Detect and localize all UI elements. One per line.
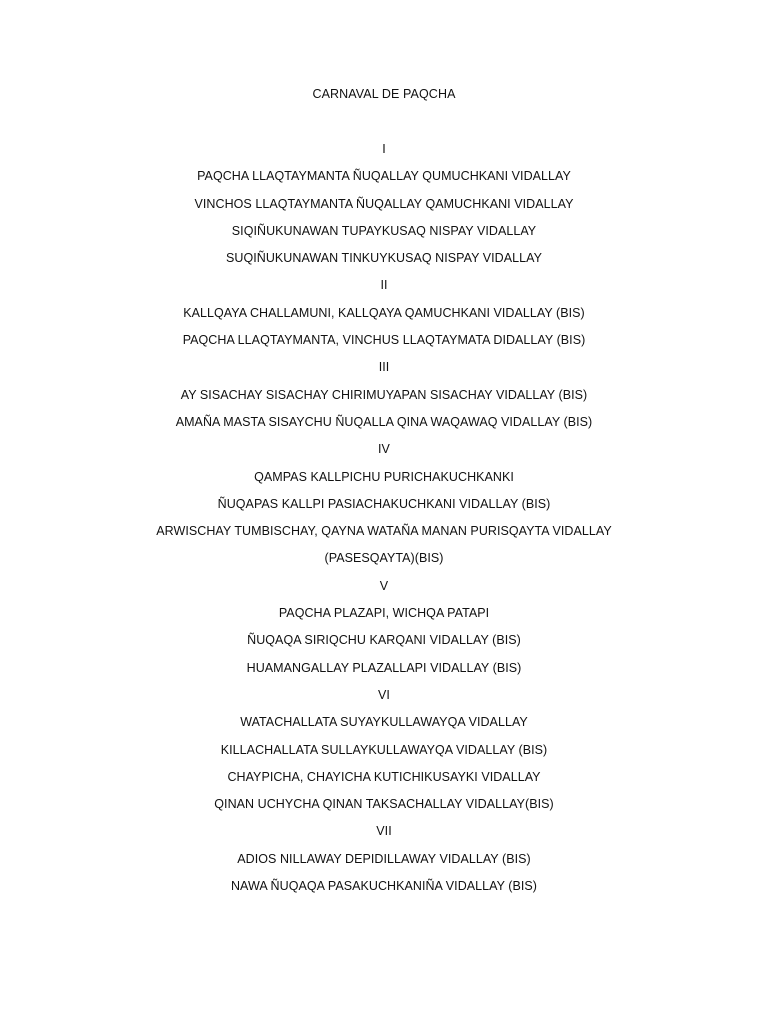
lyric-line: SUQIÑUKUNAWAN TINKUYKUSAQ NISPAY VIDALLAY — [225, 251, 542, 266]
lyric-line: QINAN UCHYCHA QINAN TAKSACHALLAY VIDALLAY(BIS) — [214, 797, 554, 812]
lyric-line: ADIOS NILLAWAY DEPIDILLAWAY VIDALLAY (BIS) — [237, 851, 531, 866]
lyric-line: AMAÑA MASTA SISAYCHU ÑUQALLA QINA WAQAWAQ VIDALLAY (BIS) — [175, 414, 593, 429]
stanza-number: V — [379, 578, 389, 593]
lyric-line: PAQCHA PLAZAPI, WICHQA PATAPI — [278, 606, 490, 621]
lyric-line: QAMPAS KALLPICHU PURICHAKUCHKANKI — [254, 469, 514, 484]
stanza-number: III — [378, 360, 390, 375]
lyric-line: ARWISCHAY TUMBISCHAY, QAYNA WATAÑA MANAN PURISQAYTA VIDALLAY — [156, 524, 612, 539]
lyric-line: KILLACHALLATA SULLAYKULLAWAYQA VIDALLAY (BIS) — [220, 742, 548, 757]
lyric-line: NAWA ÑUQAQA PASAKUCHKANIÑA VIDALLAY (BIS) — [230, 879, 538, 894]
lyric-line: SIQIÑUKUNAWAN TUPAYKUSAQ NISPAY VIDALLAY — [231, 223, 537, 238]
lyric-line: ÑUQAPAS KALLPI PASIACHAKUCHKANI VIDALLAY (BIS) — [217, 496, 551, 511]
stanza-number: I — [382, 142, 386, 156]
lyric-line: HUAMANGALLAY PLAZALLAPI VIDALLAY (BIS) — [246, 660, 522, 675]
lyrics-list — [0, 140, 768, 904]
lyric-line: WATACHALLATA SUYAYKULLAWAYQA VIDALLAY — [240, 715, 528, 730]
stanza-number: VI — [378, 687, 390, 702]
lyric-line: VINCHOS LLAQTAYMANTA ÑUQALLAY QAMUCHKANI VIDALLAY — [194, 196, 574, 211]
stanza-number: II — [380, 278, 388, 293]
lyric-line: ÑUQAQA SIRIQCHU KARQANI VIDALLAY (BIS) — [247, 633, 521, 648]
stanza-number: VII — [376, 824, 392, 839]
page-title: CARNAVAL DE PAQCHA — [312, 87, 456, 101]
lyric-line: PAQCHA LLAQTAYMANTA ÑUQALLAY QUMUCHKANI VIDALLAY — [197, 169, 571, 184]
lyric-line: AY SISACHAY SISACHAY CHIRIMUYAPAN SISACHAY VIDALLAY (BIS) — [180, 387, 588, 402]
lyric-line: (PASESQAYTA)(BIS) — [324, 551, 444, 566]
lyric-line: PAQCHA LLAQTAYMANTA, VINCHUS LLAQTAYMATA DIDALLAY (BIS) — [182, 333, 586, 348]
lyric-line: KALLQAYA CHALLAMUNI, KALLQAYA QAMUCHKANI VIDALLAY (BIS) — [183, 305, 585, 320]
lyric-line: CHAYPICHA, CHAYICHA KUTICHIKUSAYKI VIDALLAY — [227, 769, 541, 784]
stanza-number: IV — [378, 442, 390, 457]
